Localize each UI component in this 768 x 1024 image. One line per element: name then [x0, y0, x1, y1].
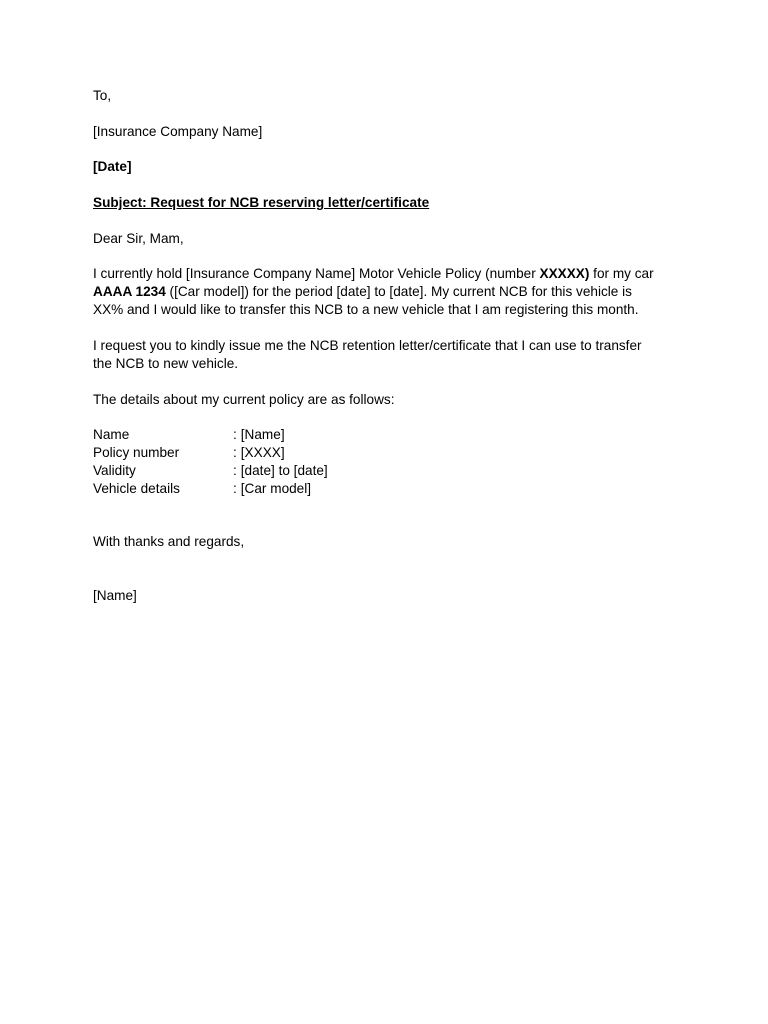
closing: With thanks and regards,	[93, 534, 245, 549]
detail-row-validity	[93, 462, 328, 480]
detail-separator: :	[233, 445, 237, 460]
policy-text-1: I currently hold [Insurance Company Name] Motor Vehicle Policy (number	[93, 266, 540, 281]
details-intro: The details about my current policy are as follows:	[93, 392, 395, 407]
detail-value: [date] to [date]	[240, 463, 328, 478]
paragraph-request-line-1: I request you to kindly issue me the NCB retention letter/certificate that I can use to transfer	[93, 338, 642, 353]
detail-label: Vehicle details	[93, 481, 180, 496]
detail-label: Name	[93, 427, 130, 442]
paragraph-policy-line-2	[93, 283, 683, 301]
policy-details-list	[93, 426, 328, 498]
car-registration: AAAA 1234	[93, 284, 166, 299]
letter-date: [Date]	[93, 159, 132, 174]
detail-separator: :	[233, 463, 237, 478]
detail-separator: :	[233, 481, 237, 496]
policy-text-2: for my car	[589, 266, 654, 281]
detail-row-name	[93, 426, 328, 444]
paragraph-policy	[93, 265, 683, 319]
detail-row-policy-number	[93, 444, 328, 462]
signature-name: [Name]	[93, 588, 137, 603]
salutation: Dear Sir, Mam,	[93, 231, 184, 246]
detail-label: Policy number	[93, 445, 180, 460]
paragraph-request	[93, 337, 683, 373]
letter-subject: Subject: Request for NCB reserving letter/certificate	[93, 195, 430, 210]
policy-number-placeholder: XXXXX)	[539, 266, 590, 281]
detail-label: Validity	[93, 463, 136, 478]
detail-value: [Car model]	[240, 481, 312, 496]
paragraph-policy-line-3: XX% and I would like to transfer this NCB to a new vehicle that I am registering this month.	[93, 302, 639, 317]
detail-value: [Name]	[240, 427, 285, 442]
policy-text-3: ([Car model]) for the period [date] to [date]. My current NCB for this vehicle is	[165, 284, 632, 299]
company-name: [Insurance Company Name]	[93, 124, 263, 139]
detail-row-vehicle	[93, 480, 328, 498]
detail-value: [XXXX]	[240, 445, 285, 460]
paragraph-policy-line-1	[93, 265, 683, 283]
detail-separator: :	[233, 427, 237, 442]
to-line: To,	[93, 88, 112, 103]
paragraph-request-line-2: the NCB to new vehicle.	[93, 356, 239, 371]
